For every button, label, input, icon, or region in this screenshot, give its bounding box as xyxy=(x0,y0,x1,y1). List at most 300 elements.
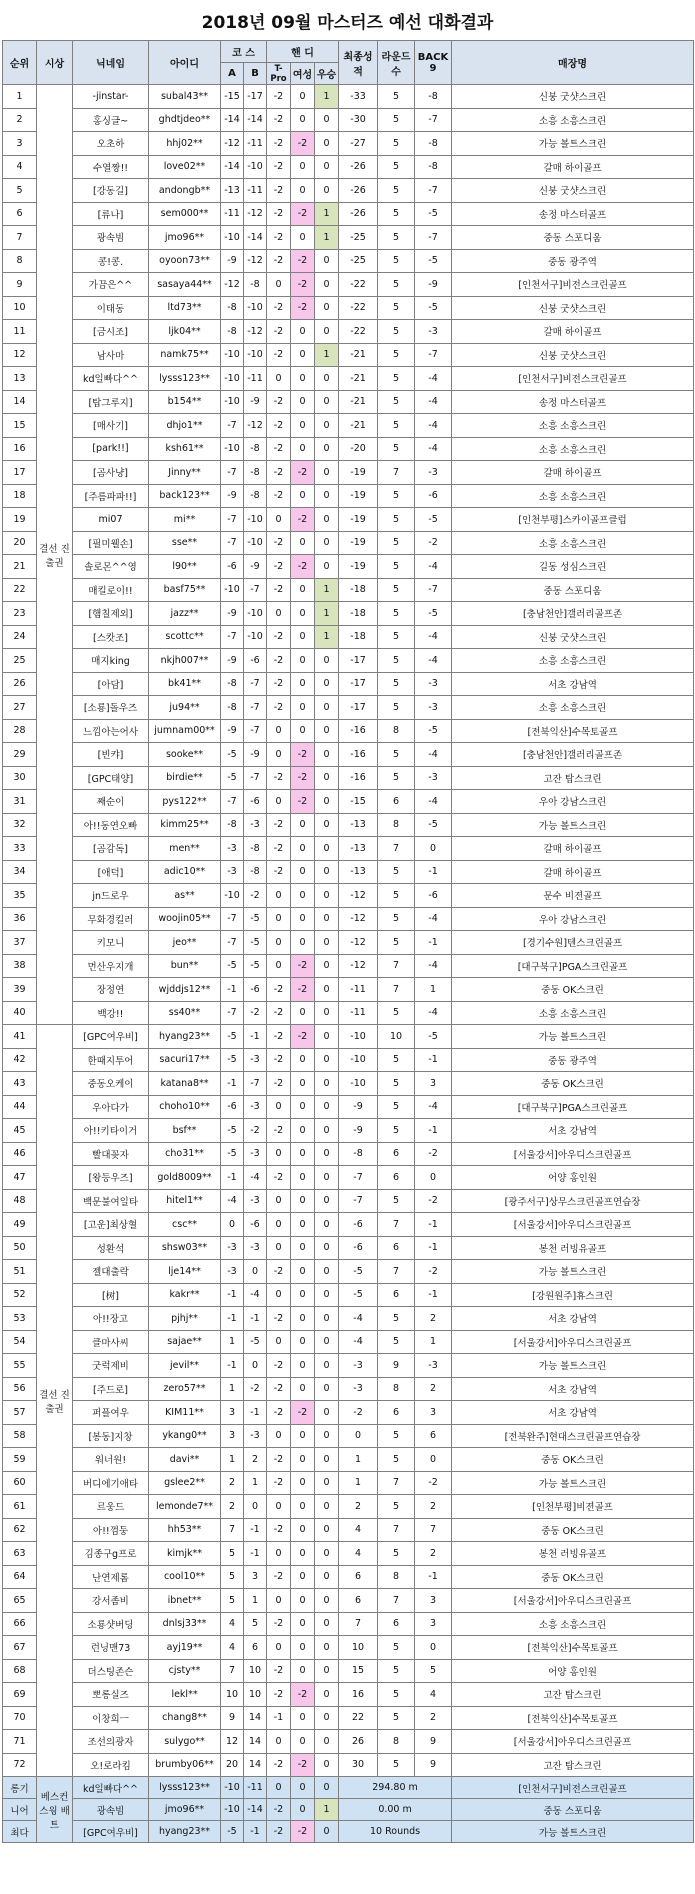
course-a-cell: -7 xyxy=(221,414,244,438)
course-b-cell: -3 xyxy=(244,1095,267,1119)
rounds-cell: 7 xyxy=(378,1589,415,1613)
course-b-cell: -12 xyxy=(244,202,267,226)
rounds-cell: 9 xyxy=(378,1354,415,1378)
nickname-cell: [고운]최상혈 xyxy=(73,1213,149,1237)
back9-cell: 3 xyxy=(415,1401,452,1425)
nickname-cell: 소룡샷버딩 xyxy=(73,1612,149,1636)
course-a-cell: -8 xyxy=(221,813,244,837)
rank-cell: 57 xyxy=(3,1401,37,1425)
rounds-cell: 5 xyxy=(378,508,415,532)
win-cell: 0 xyxy=(315,860,339,884)
female-cell: -2 xyxy=(291,273,315,297)
nickname-cell: [GPC여우비] xyxy=(73,1025,149,1049)
tpro-cell: -2 xyxy=(267,555,291,579)
store-cell: 소흥 소흥스크린 xyxy=(452,1001,694,1025)
female-cell: 0 xyxy=(291,1542,315,1566)
female-cell: 0 xyxy=(291,1119,315,1143)
tpro-cell: 0 xyxy=(267,907,291,931)
rounds-cell: 5 xyxy=(378,1542,415,1566)
rounds-cell: 6 xyxy=(378,1236,415,1260)
course-b-cell: -3 xyxy=(244,1048,267,1072)
nickname-cell: 클마사씨 xyxy=(73,1330,149,1354)
userid-cell: sooke** xyxy=(149,743,221,767)
rank-cell: 1 xyxy=(3,85,37,109)
nickname-cell: 콩!콩. xyxy=(73,249,149,273)
female-cell: -2 xyxy=(291,1683,315,1707)
back9-cell: -5 xyxy=(415,249,452,273)
store-cell: [인천서구]비전스크린골프 xyxy=(452,367,694,391)
female-cell: 0 xyxy=(291,108,315,132)
win-cell: 1 xyxy=(315,578,339,602)
userid-cell: jumnam00** xyxy=(149,719,221,743)
header-course-b: B xyxy=(244,63,267,85)
nickname-cell: 무화경킬러 xyxy=(73,907,149,931)
course-b-cell: -10 xyxy=(244,531,267,555)
win-cell: 0 xyxy=(315,296,339,320)
final-cell: -21 xyxy=(339,414,378,438)
female-cell: 0 xyxy=(291,1307,315,1331)
win-cell: 0 xyxy=(315,743,339,767)
nickname-cell: [햄칠제외] xyxy=(73,602,149,626)
win-cell: 0 xyxy=(315,1821,339,1843)
course-a-cell: -9 xyxy=(221,719,244,743)
rounds-cell: 5 xyxy=(378,155,415,179)
rounds-cell: 5 xyxy=(378,1424,415,1448)
rank-cell: 4 xyxy=(3,155,37,179)
tpro-cell: -2 xyxy=(267,437,291,461)
tpro-cell: -2 xyxy=(267,766,291,790)
rank-cell: 30 xyxy=(3,766,37,790)
rank-cell: 46 xyxy=(3,1142,37,1166)
rounds-cell: 5 xyxy=(378,437,415,461)
tpro-cell: -2 xyxy=(267,202,291,226)
table-row xyxy=(3,531,694,555)
rounds-cell: 7 xyxy=(378,1260,415,1284)
nickname-cell: 아!!장고 xyxy=(73,1307,149,1331)
course-a-cell: -12 xyxy=(221,132,244,156)
userid-cell: ksh61** xyxy=(149,437,221,461)
rounds-cell: 5 xyxy=(378,320,415,344)
table-row xyxy=(3,1377,694,1401)
course-b-cell: -6 xyxy=(244,1213,267,1237)
female-cell: -2 xyxy=(291,296,315,320)
female-cell: 0 xyxy=(291,1213,315,1237)
rank-cell: 47 xyxy=(3,1166,37,1190)
userid-cell: hitel1** xyxy=(149,1189,221,1213)
table-row xyxy=(3,296,694,320)
table-row xyxy=(3,343,694,367)
final-cell: 6 xyxy=(339,1565,378,1589)
table-row xyxy=(3,719,694,743)
win-cell: 0 xyxy=(315,1683,339,1707)
userid-cell: Jinny** xyxy=(149,461,221,485)
seed-cell: 결선 진출권 xyxy=(37,85,73,1025)
userid-cell: men** xyxy=(149,837,221,861)
win-cell: 0 xyxy=(315,414,339,438)
header-nickname: 닉네임 xyxy=(73,41,149,85)
userid-cell: namk75** xyxy=(149,343,221,367)
rounds-cell: 5 xyxy=(378,531,415,555)
course-a-cell: -10 xyxy=(221,390,244,414)
table-row xyxy=(3,1424,694,1448)
female-cell: -2 xyxy=(291,1821,315,1843)
final-cell: -4 xyxy=(339,1307,378,1331)
userid-cell: basf75** xyxy=(149,578,221,602)
nickname-cell: [아담] xyxy=(73,672,149,696)
table-row xyxy=(3,414,694,438)
tpro-cell: -2 xyxy=(267,343,291,367)
rank-cell: 40 xyxy=(3,1001,37,1025)
course-a-cell: -7 xyxy=(221,1001,244,1025)
course-b-cell: -7 xyxy=(244,672,267,696)
table-row xyxy=(3,696,694,720)
table-row xyxy=(3,202,694,226)
win-cell: 0 xyxy=(315,484,339,508)
tpro-cell: -2 xyxy=(267,1753,291,1777)
store-cell: [경기수원]텐스크린골프 xyxy=(452,931,694,955)
back9-cell: -2 xyxy=(415,1142,452,1166)
tpro-cell: 0 xyxy=(267,931,291,955)
nickname-cell: [왕등우즈] xyxy=(73,1166,149,1190)
back9-cell: -3 xyxy=(415,461,452,485)
nickname-cell: [GPC여우비] xyxy=(73,1821,149,1843)
back9-cell: -8 xyxy=(415,155,452,179)
award-row xyxy=(3,1821,694,1843)
nickname-cell: 버디에기애타 xyxy=(73,1471,149,1495)
tpro-cell: -2 xyxy=(267,320,291,344)
final-cell: -25 xyxy=(339,249,378,273)
course-a-cell: -9 xyxy=(221,249,244,273)
tpro-cell: -2 xyxy=(267,1377,291,1401)
rank-cell: 10 xyxy=(3,296,37,320)
back9-cell: -7 xyxy=(415,343,452,367)
rank-cell: 15 xyxy=(3,414,37,438)
store-cell: 서초 강남역 xyxy=(452,1401,694,1425)
rounds-cell: 5 xyxy=(378,766,415,790)
rank-cell: 21 xyxy=(3,555,37,579)
rank-cell: 32 xyxy=(3,813,37,837)
rank-cell: 42 xyxy=(3,1048,37,1072)
female-cell: -2 xyxy=(291,132,315,156)
tpro-cell: 0 xyxy=(267,1424,291,1448)
nickname-cell: 백문불여일타 xyxy=(73,1189,149,1213)
table-row xyxy=(3,625,694,649)
rank-cell: 56 xyxy=(3,1377,37,1401)
rounds-cell: 5 xyxy=(378,860,415,884)
final-cell: 6 xyxy=(339,1589,378,1613)
back9-cell: 0 xyxy=(415,837,452,861)
store-cell: [전북완주]현대스크린골프연습장 xyxy=(452,1424,694,1448)
course-a-cell: -9 xyxy=(221,602,244,626)
store-cell: [충남천안]갤러리골프존 xyxy=(452,743,694,767)
table-row xyxy=(3,1636,694,1660)
store-cell: 문수 비젼골프 xyxy=(452,884,694,908)
course-a-cell: -4 xyxy=(221,1189,244,1213)
female-cell: 0 xyxy=(291,1471,315,1495)
female-cell: -2 xyxy=(291,978,315,1002)
win-cell: 0 xyxy=(315,1213,339,1237)
course-a-cell: 5 xyxy=(221,1589,244,1613)
female-cell: -2 xyxy=(291,461,315,485)
course-a-cell: -10 xyxy=(221,437,244,461)
table-row xyxy=(3,860,694,884)
nickname-cell: kd일빠다^^ xyxy=(73,367,149,391)
female-cell: 0 xyxy=(291,1636,315,1660)
rounds-cell: 5 xyxy=(378,226,415,250)
final-cell: -8 xyxy=(339,1142,378,1166)
rank-cell: 35 xyxy=(3,884,37,908)
win-cell: 1 xyxy=(315,85,339,109)
table-row xyxy=(3,108,694,132)
tpro-cell: -2 xyxy=(267,1354,291,1378)
course-b-cell: 1 xyxy=(244,1589,267,1613)
rank-cell: 52 xyxy=(3,1283,37,1307)
course-b-cell: 14 xyxy=(244,1730,267,1754)
rounds-cell: 5 xyxy=(378,672,415,696)
rounds-cell: 7 xyxy=(378,1213,415,1237)
back9-cell: -5 xyxy=(415,719,452,743)
course-a-cell: -3 xyxy=(221,1260,244,1284)
store-cell: 봉천 러빙유골프 xyxy=(452,1236,694,1260)
female-cell: 0 xyxy=(291,860,315,884)
store-cell: 서초 강남역 xyxy=(452,672,694,696)
rank-cell: 28 xyxy=(3,719,37,743)
final-cell: -10 xyxy=(339,1025,378,1049)
course-b-cell: -8 xyxy=(244,860,267,884)
back9-cell: -1 xyxy=(415,1119,452,1143)
tpro-cell: -2 xyxy=(267,1799,291,1821)
rank-cell: 8 xyxy=(3,249,37,273)
userid-cell: as** xyxy=(149,884,221,908)
course-b-cell: -1 xyxy=(244,1542,267,1566)
store-cell: 소흥 소흥스크린 xyxy=(452,649,694,673)
course-b-cell: -11 xyxy=(244,132,267,156)
award-value-cell: 294.80 m xyxy=(339,1777,452,1799)
nickname-cell: -jinstar- xyxy=(73,85,149,109)
nickname-cell: 매킬로이!! xyxy=(73,578,149,602)
tpro-cell: 0 xyxy=(267,1236,291,1260)
tpro-cell: -2 xyxy=(267,249,291,273)
rounds-cell: 5 xyxy=(378,884,415,908)
header-course: 코 스 xyxy=(221,41,267,63)
course-b-cell: -3 xyxy=(244,1236,267,1260)
win-cell: 0 xyxy=(315,1424,339,1448)
course-b-cell: -7 xyxy=(244,696,267,720)
table-row xyxy=(3,249,694,273)
userid-cell: kimm25** xyxy=(149,813,221,837)
win-cell: 0 xyxy=(315,1330,339,1354)
course-b-cell: -10 xyxy=(244,508,267,532)
win-cell: 0 xyxy=(315,1142,339,1166)
nickname-cell: 키모니 xyxy=(73,931,149,955)
rank-cell: 69 xyxy=(3,1683,37,1707)
table-row xyxy=(3,1142,694,1166)
userid-cell: cool10** xyxy=(149,1565,221,1589)
store-cell: 서초 강남역 xyxy=(452,1119,694,1143)
rounds-cell: 6 xyxy=(378,1142,415,1166)
back9-cell: -1 xyxy=(415,1283,452,1307)
store-cell: 송정 마스터골프 xyxy=(452,202,694,226)
rounds-cell: 5 xyxy=(378,484,415,508)
table-row xyxy=(3,273,694,297)
course-b-cell: -11 xyxy=(244,1777,267,1799)
win-cell: 0 xyxy=(315,1612,339,1636)
userid-cell: oyoon73** xyxy=(149,249,221,273)
rounds-cell: 8 xyxy=(378,1377,415,1401)
back9-cell: 1 xyxy=(415,1330,452,1354)
tpro-cell: 0 xyxy=(267,1330,291,1354)
nickname-cell: 강서좀비 xyxy=(73,1589,149,1613)
table-row xyxy=(3,85,694,109)
course-a-cell: -5 xyxy=(221,954,244,978)
rank-cell: 19 xyxy=(3,508,37,532)
female-cell: 0 xyxy=(291,602,315,626)
rounds-cell: 5 xyxy=(378,202,415,226)
nickname-cell: 굿럭제비 xyxy=(73,1354,149,1378)
userid-cell: lysss123** xyxy=(149,367,221,391)
rounds-cell: 6 xyxy=(378,790,415,814)
course-a-cell: -7 xyxy=(221,508,244,532)
back9-cell: -2 xyxy=(415,1260,452,1284)
nickname-cell: [류나] xyxy=(73,202,149,226)
back9-cell: -4 xyxy=(415,390,452,414)
win-cell: 0 xyxy=(315,1636,339,1660)
back9-cell: 3 xyxy=(415,1589,452,1613)
store-cell: 신붕 굿샷스크린 xyxy=(452,179,694,203)
nickname-cell: 르웅드 xyxy=(73,1495,149,1519)
final-cell: -11 xyxy=(339,978,378,1002)
nickname-cell: 성환석 xyxy=(73,1236,149,1260)
rank-cell: 18 xyxy=(3,484,37,508)
nickname-cell: [빈캬] xyxy=(73,743,149,767)
course-b-cell: -8 xyxy=(244,484,267,508)
nickname-cell: jn드로우 xyxy=(73,884,149,908)
rank-cell: 14 xyxy=(3,390,37,414)
win-cell: 0 xyxy=(315,649,339,673)
userid-cell: sajae** xyxy=(149,1330,221,1354)
female-cell: 0 xyxy=(291,1001,315,1025)
course-a-cell: 4 xyxy=(221,1612,244,1636)
table-row xyxy=(3,367,694,391)
back9-cell: -4 xyxy=(415,954,452,978)
back9-cell: 0 xyxy=(415,1636,452,1660)
nickname-cell: 뽀롱실즈 xyxy=(73,1683,149,1707)
rank-cell: 43 xyxy=(3,1072,37,1096)
final-cell: -21 xyxy=(339,367,378,391)
nickname-cell: [애덕] xyxy=(73,860,149,884)
win-cell: 0 xyxy=(315,437,339,461)
course-a-cell: -7 xyxy=(221,790,244,814)
store-cell: [전북익산]수목토골프 xyxy=(452,1706,694,1730)
userid-cell: kakr** xyxy=(149,1283,221,1307)
course-a-cell: -11 xyxy=(221,202,244,226)
rounds-cell: 5 xyxy=(378,1706,415,1730)
win-cell: 0 xyxy=(315,978,339,1002)
nickname-cell: [봉동]지창 xyxy=(73,1424,149,1448)
table-row xyxy=(3,155,694,179)
userid-cell: gslee2** xyxy=(149,1471,221,1495)
female-cell: 0 xyxy=(291,1048,315,1072)
store-cell: 중동 스포디움 xyxy=(452,578,694,602)
rounds-cell: 5 xyxy=(378,696,415,720)
nickname-cell: [금시조] xyxy=(73,320,149,344)
header-handicap: 핸 디 xyxy=(267,41,339,63)
rounds-cell: 5 xyxy=(378,555,415,579)
back9-cell: 0 xyxy=(415,1448,452,1472)
tpro-cell: -2 xyxy=(267,1448,291,1472)
back9-cell: -4 xyxy=(415,555,452,579)
userid-cell: nkjh007** xyxy=(149,649,221,673)
award-label: 롱기 xyxy=(3,1777,37,1799)
table-row xyxy=(3,813,694,837)
course-a-cell: 7 xyxy=(221,1518,244,1542)
course-a-cell: 3 xyxy=(221,1401,244,1425)
store-cell: 갈매 하이골프 xyxy=(452,155,694,179)
win-cell: 0 xyxy=(315,155,339,179)
female-cell: 0 xyxy=(291,837,315,861)
course-b-cell: -1 xyxy=(244,1518,267,1542)
table-row xyxy=(3,1025,694,1049)
course-a-cell: -5 xyxy=(221,743,244,767)
course-b-cell: -1 xyxy=(244,1401,267,1425)
rank-cell: 72 xyxy=(3,1753,37,1777)
store-cell: 어양 홍인원 xyxy=(452,1659,694,1683)
final-cell: 15 xyxy=(339,1659,378,1683)
final-cell: -26 xyxy=(339,155,378,179)
course-b-cell: 10 xyxy=(244,1683,267,1707)
userid-cell: sem000** xyxy=(149,202,221,226)
final-cell: -17 xyxy=(339,649,378,673)
back9-cell: 0 xyxy=(415,1166,452,1190)
win-cell: 0 xyxy=(315,555,339,579)
final-cell: -16 xyxy=(339,719,378,743)
nickname-cell: 광속빔 xyxy=(73,226,149,250)
nickname-cell: [park!!] xyxy=(73,437,149,461)
final-cell: -16 xyxy=(339,766,378,790)
table-row xyxy=(3,1166,694,1190)
store-cell: 우아 강남스크린 xyxy=(452,907,694,931)
store-cell: [대구북구]PGA스크린골프 xyxy=(452,1095,694,1119)
course-a-cell: 7 xyxy=(221,1659,244,1683)
win-cell: 0 xyxy=(315,1095,339,1119)
rounds-cell: 7 xyxy=(378,954,415,978)
table-row xyxy=(3,1189,694,1213)
course-b-cell: -3 xyxy=(244,1189,267,1213)
nickname-cell: 더스팅존슨 xyxy=(73,1659,149,1683)
userid-cell: katana8** xyxy=(149,1072,221,1096)
header-rounds: 라운드수 xyxy=(378,41,415,85)
tpro-cell: -2 xyxy=(267,1471,291,1495)
header-tpro: T-Pro xyxy=(267,63,291,85)
nickname-cell: 아!!껌둥 xyxy=(73,1518,149,1542)
page-title: 2018년 09월 마스터즈 예선 대화결과 xyxy=(201,12,494,33)
rank-cell: 59 xyxy=(3,1448,37,1472)
userid-cell: mi** xyxy=(149,508,221,532)
nickname-cell: [스캇조] xyxy=(73,625,149,649)
course-b-cell: -10 xyxy=(244,602,267,626)
back9-cell: 2 xyxy=(415,1706,452,1730)
userid-cell: b154** xyxy=(149,390,221,414)
rounds-cell: 8 xyxy=(378,719,415,743)
rounds-cell: 5 xyxy=(378,649,415,673)
tpro-cell: -2 xyxy=(267,1025,291,1049)
rounds-cell: 5 xyxy=(378,1330,415,1354)
rounds-cell: 8 xyxy=(378,1565,415,1589)
tpro-cell: 0 xyxy=(267,954,291,978)
store-cell: [인천부평]스카이골프클럽 xyxy=(452,508,694,532)
store-cell: 신붕 굿샷스크린 xyxy=(452,625,694,649)
course-b-cell: -12 xyxy=(244,320,267,344)
